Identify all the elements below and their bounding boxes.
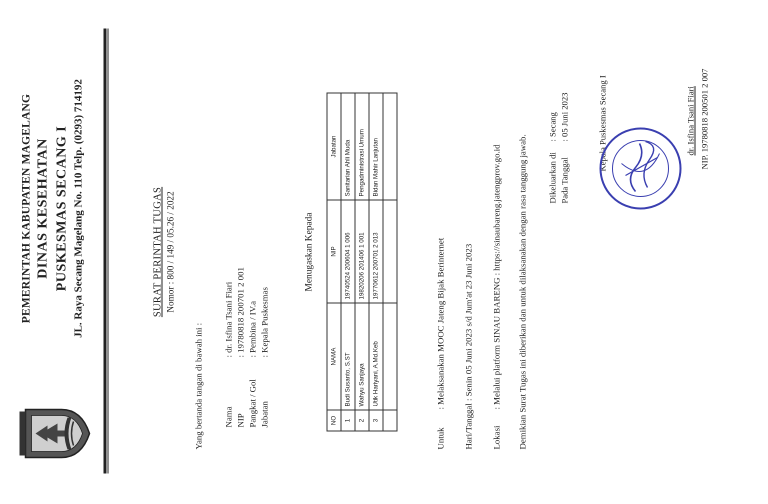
cell-nip: 19770612 200701 2 013: [369, 200, 383, 303]
header-rule-thin: [108, 29, 109, 474]
letter-title: SURAT PERINTAH TUGAS: [152, 186, 164, 318]
field-value: : dr. Isfina Tsani Fiari: [223, 281, 234, 358]
field-nip: [236, 267, 247, 427]
cell-nip: 19820206 201406 1 001: [355, 200, 369, 303]
lokasi-row: [492, 144, 503, 449]
issued-at-label: Dikeluarkan di: [547, 152, 558, 204]
hari-tanggal-row: Hari/Tanggal : Senin 05 Juni 2023 s/d Jum'at 23 Juni 2023: [463, 243, 474, 450]
cell-no: 2: [355, 410, 369, 431]
cell-nama: Wahyu Sanjaya: [355, 303, 369, 410]
closing-text: Demikian Surat Tugas ini diberikan dan untuk dilaksanakan dengan rasa tanggung jawab.: [517, 134, 528, 450]
letterhead: [20, 9, 87, 409]
cell-nip: 19740524 200604 1 006: [341, 200, 355, 303]
cell-nama: Budi Susanto, S.ST: [341, 303, 355, 410]
lokasi-value: : Melalui platform SINAU BARENG : https://sinaubareng.jatengprov.go.id: [491, 144, 502, 410]
field-value: : Pembina / IV.a: [247, 300, 258, 358]
official-stamp-icon: [596, 124, 686, 214]
signer-name: dr. Isfina Tsani Fiari: [685, 86, 696, 156]
cell-no: 1: [341, 410, 355, 431]
signer-nip: NIP. 19780818 200501 2 007: [699, 68, 710, 170]
field-jabatan: [260, 287, 271, 427]
field-label: Nama: [223, 406, 234, 428]
cell-no: 3: [369, 410, 383, 431]
field-nama: [224, 282, 235, 428]
field-pangkat: [248, 301, 259, 428]
table-row-empty: [383, 93, 397, 431]
field-label: NIP: [235, 413, 246, 428]
lokasi-label: Lokasi: [491, 425, 502, 450]
table-header-row: [327, 93, 341, 431]
letterhead-line-1: PEMERINTAH KABUPATEN MAGELANG: [20, 93, 33, 324]
column-header: NO: [327, 410, 341, 431]
regency-logo-icon: [18, 406, 92, 462]
letterhead-line-2: DINAS KESEHATAN: [35, 138, 51, 279]
signature-block: [548, 93, 571, 204]
assignee-table: [327, 93, 398, 432]
untuk-label: Untuk: [435, 427, 446, 450]
untuk-value: : Melaksanakan MOOC Jateng Bijak Berinternet: [435, 237, 446, 410]
cell-jabatan: Bidan Mahir Lanjutan: [369, 93, 383, 200]
intro-text: Yang bertanda tangan di bawah ini :: [193, 322, 204, 450]
field-value: : 19780818 200701 2 001: [235, 267, 246, 358]
column-header: NAMA: [327, 303, 341, 410]
field-label: Pangkat / Gol: [247, 379, 258, 428]
document-page: [0, 1, 768, 504]
table-row: [341, 93, 355, 431]
signer-position: Kepala Puskesmas Secang I: [597, 75, 608, 172]
field-value: : Kepala Puskesmas: [259, 287, 270, 358]
column-header: Jabatan: [327, 93, 341, 200]
letter-number: Nomor : 800 / 149 / 05.26 / 2022: [165, 191, 176, 313]
header-rule-thick: [104, 29, 107, 474]
cell-nama: Utik Hariyani, A.Md.Keb: [369, 303, 383, 410]
table-row: [355, 93, 369, 431]
column-header: NIP: [327, 200, 341, 303]
untuk-row: [436, 238, 447, 450]
section-heading: Menugaskan Kepada: [304, 212, 315, 292]
letterhead-address: JL. Raya Secang Magelang No. 110 Telp. (0293) 714192: [72, 79, 85, 338]
letterhead-line-3: PUSKESMAS SECANG I: [54, 125, 70, 292]
cell-jabatan: Pengadministrasi Umum: [355, 93, 369, 200]
issued-date-value: : 05 Juni 2023: [559, 92, 570, 142]
issued-date-label: Pada Tanggal: [559, 157, 570, 204]
table-row: [369, 93, 383, 431]
issued-at-value: : Secang: [547, 112, 558, 142]
cell-jabatan: Sanitarian Ahli Muda: [341, 93, 355, 200]
field-label: Jabatan: [259, 401, 270, 428]
